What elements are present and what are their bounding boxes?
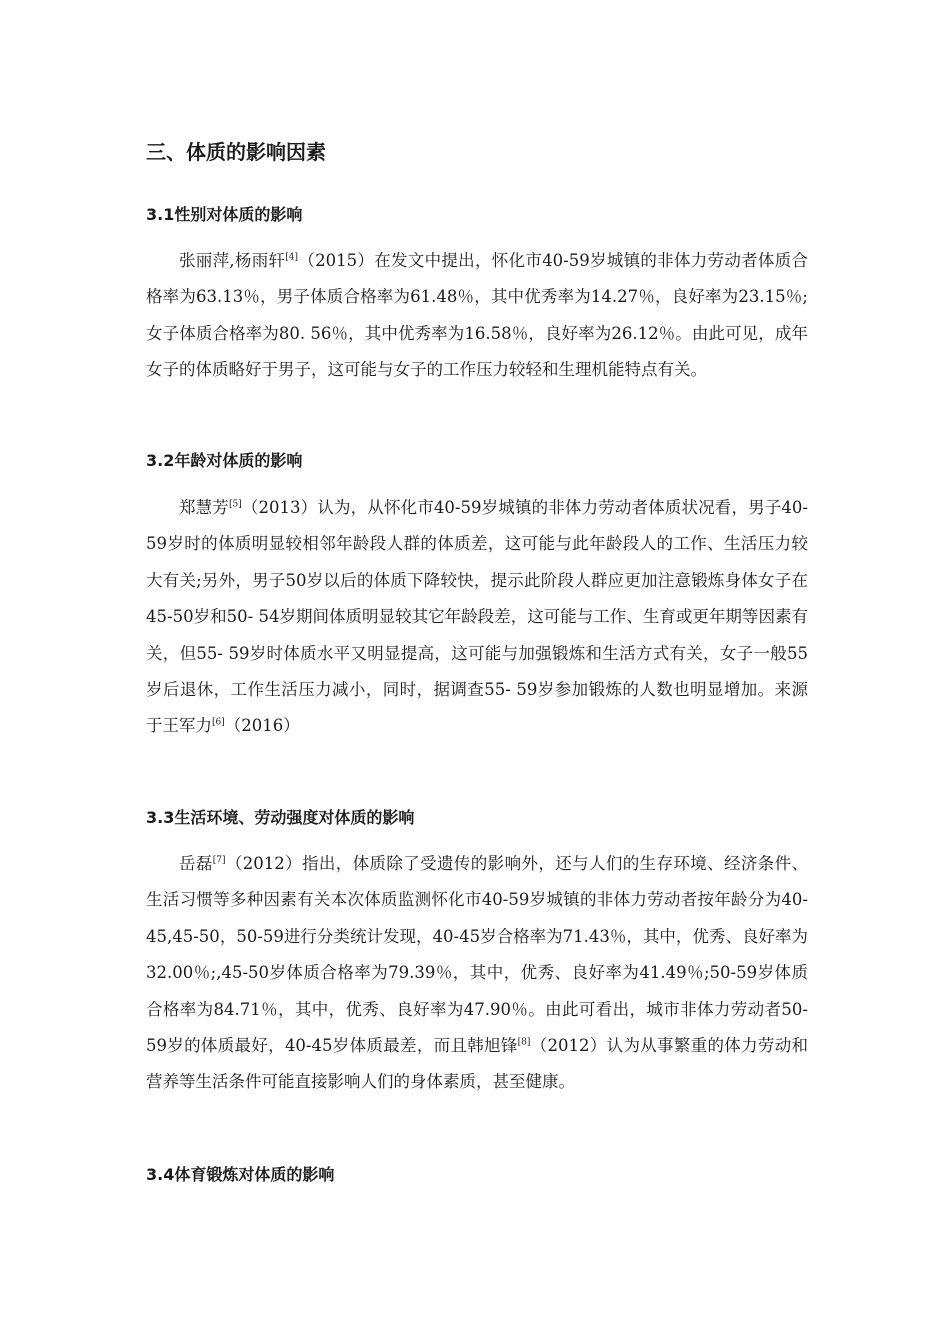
section-paragraph-3-2 bbox=[146, 490, 808, 745]
paragraph-text: （2012）指出，体质除了受遗传的影响外，还与人们的生存环境、经济条件、生活习惯等多种因素有关本次体质监测怀化市40-59岁城镇的非体力劳动者按年龄分为40-45,45-50，50-59进行分类统计发现，40-45岁合格率为71.43％，其中，优秀、良好率为32.00％;,45-50岁体质合格率为79.39％，其中，优秀、良好率为41.49％;50-59岁体质合格率为84.71％，其中，优秀、良好率为47.90％。由此可看出，城市非体力劳动者50-59岁的体质最好，40-45岁体质最差，而且韩旭锋 bbox=[146, 854, 808, 1056]
citation-ref: [7] bbox=[212, 855, 226, 866]
chapter-title: 三、体质的影响因素 bbox=[146, 140, 326, 164]
paragraph-text: （2015）在发文中提出，怀化市40-59岁城镇的非体力劳动者体质合格率为63.13％，男子体质合格率为61.48％，其中优秀率为14.27％，良好率为23.15％;女子体质合格率为80. 56％，其中优秀率为16.58％，良好率为26.12％。由此可见，成年女子的体质略好于男子，这可能与女子的工作压力较轻和生理机能特点有关。 bbox=[146, 251, 808, 380]
paragraph-text: （2012）认为从事繁重的体力劳动和营养等生活条件可能直接影响人们的身体素质，甚至健康。 bbox=[146, 1036, 808, 1092]
paragraph-text: 张丽萍,杨雨轩 bbox=[179, 251, 286, 270]
section-heading-3-4: 3.4体育锻炼对体质的影响 bbox=[146, 1165, 335, 1184]
paragraph-text: 岳磊 bbox=[179, 854, 213, 873]
section-heading-3-1: 3.1性别对体质的影响 bbox=[146, 205, 303, 224]
paragraph-text: （2013）认为，从怀化市40-59岁城镇的非体力劳动者体质状况看，男子40-59岁时的体质明显较相邻年龄段人群的体质差，这可能与此年龄段人的工作、生活压力较大有关;另外，男子50岁以后的体质下降较快，提示此阶段人群应更加注意锻炼身体女子在45-50岁和50- 54岁期间体质明显较其它年龄段差，这可能与工作、生育或更年期等因素有关，但55- 59岁时体质水平又明显提高，这可能与加强锻炼和生活方式有关，女子一般55岁后退休，工作生活压力减小，同时，据调查55- 59岁参加锻炼的人数也明显增加。来源于王军力 bbox=[146, 498, 808, 736]
citation-ref: [8] bbox=[517, 1037, 531, 1048]
section-heading-3-2: 3.2年龄对体质的影响 bbox=[146, 451, 303, 470]
citation-ref: [4] bbox=[285, 252, 299, 263]
paragraph-text: 郑慧芳 bbox=[179, 498, 229, 517]
citation-ref: [5] bbox=[228, 499, 242, 510]
section-paragraph-3-1 bbox=[146, 243, 808, 389]
section-heading-3-3: 3.3生活环境、劳动强度对体质的影响 bbox=[146, 808, 415, 827]
section-paragraph-3-3 bbox=[146, 846, 808, 1101]
paragraph-text: （2016） bbox=[224, 716, 300, 736]
citation-ref: [6] bbox=[212, 717, 225, 728]
